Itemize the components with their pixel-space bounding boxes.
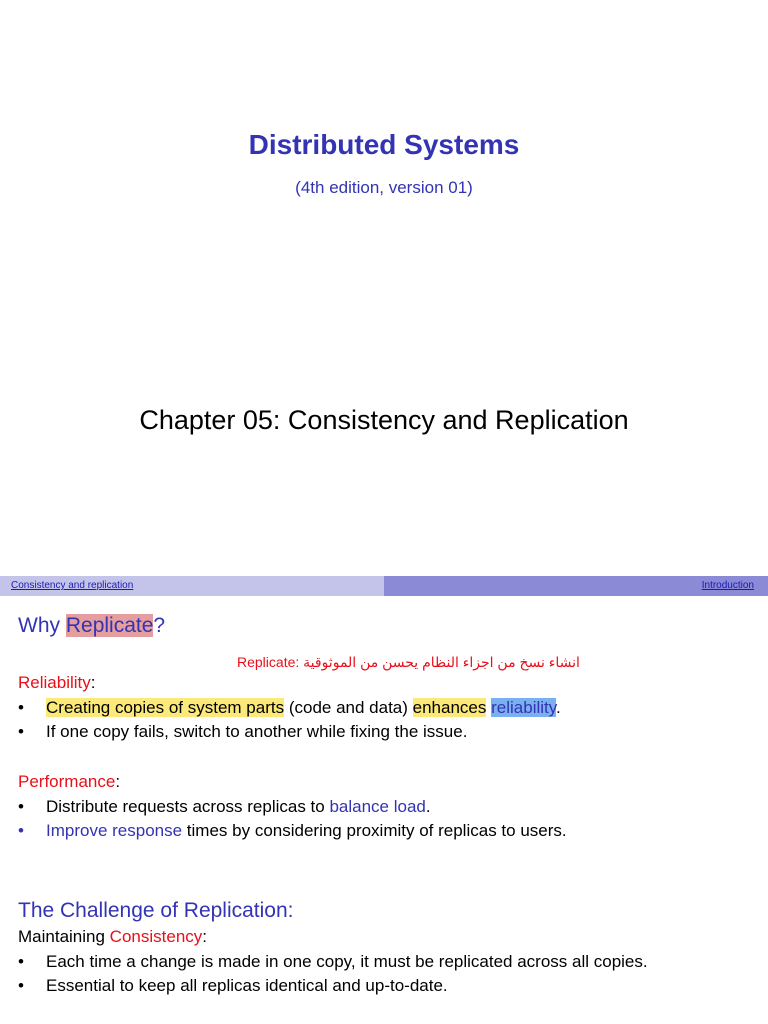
nav-link-introduction[interactable]: Introduction [701,580,754,591]
list-item [18,975,758,997]
bullet-text [46,697,561,719]
bullet-text [46,796,431,818]
challenge-heading: The Challenge of Replication: [18,899,294,922]
reliability-label-text: Reliability [18,673,91,692]
highlight-yellow: enhances [412,698,487,717]
bullet-dot: • [18,698,24,717]
bullet-dot: • [18,821,24,840]
heading-highlight: Replicate [65,614,154,637]
bullet-dot: • [18,952,24,971]
highlight-blue: reliability [491,698,556,717]
bullet-text-part: times by considering proximity of replicas to users. [182,821,567,840]
performance-label-text: Performance [18,772,116,791]
list-item [18,820,758,842]
highlight-blue-text: balance load [329,797,426,816]
page-title: Distributed Systems [248,129,520,160]
bullet-text-part: Distribute requests across replicas to [46,797,330,816]
edition-subtitle: (4th edition, version 01) [295,178,473,197]
chapter-title: Chapter 05: Consistency and Replication [139,405,629,435]
bullet-text-part: (code and data) [284,698,413,717]
nav-link-consistency[interactable]: Consistency and replication [11,580,134,591]
heading-suffix: ? [153,614,166,637]
reliability-label [18,672,95,694]
slide-nav-bar [0,576,768,596]
bullet-text [46,820,567,842]
performance-label [18,771,120,793]
bullet-dot: • [18,722,24,741]
highlight-blue-text: Improve response [46,821,183,840]
list-item [18,721,758,743]
bullet-text: Essential to keep all replicas identical and up-to-date. [46,976,448,995]
slide-heading [18,612,165,640]
consistency-highlight: Consistency [109,927,203,946]
highlight-yellow: Creating copies of system parts [46,698,285,717]
arabic-annotation: Replicate: انشاء نسخ من اجزاء النظام يحسن من الموثوقية [237,654,580,670]
bullet-text-part: . [555,698,561,717]
list-item [18,796,758,818]
bullet-dot: • [18,797,24,816]
bullet-text-part: . [425,797,431,816]
bullet-text: If one copy fails, switch to another while fixing the issue. [46,722,468,741]
bullet-text: Each time a change is made in one copy, it must be replicated across all copies. [46,952,648,971]
reliability-colon: : [90,673,96,692]
heading-prefix: Why [18,614,66,637]
consistency-label [18,926,207,948]
consistency-colon: : [202,927,208,946]
list-item [18,697,758,719]
list-item [18,951,758,973]
bullet-dot: • [18,976,24,995]
consistency-prefix: Maintaining [18,927,110,946]
performance-colon: : [115,772,121,791]
